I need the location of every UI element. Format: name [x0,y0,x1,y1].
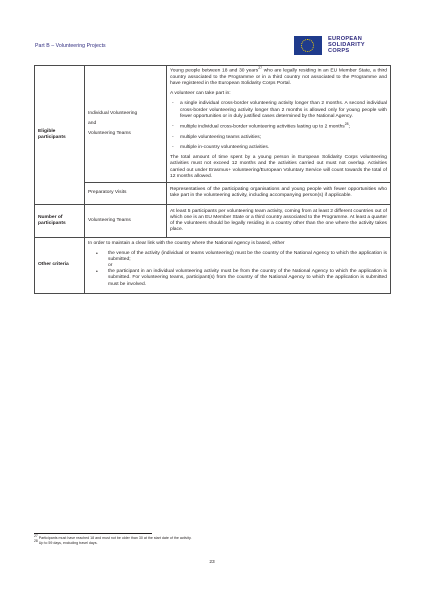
list-item: • the participant in an individual volunteering activity must be from the country of the National Agency to which the application is submitted. For volunteering teams, participant(s) from the country of the National Agency to which the application is submitted must be involved. [96,269,387,287]
footnote-28: $^{28}$ Up to 59 days, excluding travel days. [34,539,98,546]
footnotes [34,536,192,546]
subcat-teams: Volunteering Teams [88,131,131,137]
number-text: At least 5 participants per volunteering team activity, coming from at least 2 different countries out of which one is an EU Member State or a third country associated to the Programme. At least a quarter of the volunteers should be legally residing in a country other than the one where the activity takes place. [167,204,391,238]
table-row [35,183,391,204]
table-row [35,238,391,293]
subcat-individual: Individual Volunteering [88,110,138,116]
eu-flag-icon [294,36,322,55]
logo-line-2: SOLIDARITY [328,42,365,48]
criteria-table [34,65,391,294]
row-label-other: Other criteria [35,238,85,293]
subcat-and: and [88,120,97,126]
other-bullets-2 [88,269,387,288]
footnote-27: $^{27}$ Participants must have reached 18 and must not be older than 30 at the start date of the activity. [34,534,192,541]
other-or: or [108,262,113,268]
list-item: - multiple individual cross-border volunteering activities lasting up to 2 months$^{28}$; [172,122,350,130]
logo-line-1: EUROPEAN [328,36,363,42]
logo-line-3: CORPS [328,48,350,54]
page-number: 23 [209,560,215,565]
other-intro: In order to maintain a clear link with the country where the National Agency is based, either [88,241,285,247]
subcat-prep-visits: Preparatory Visits [85,183,167,204]
other-bullets [88,251,387,263]
footnote-divider [34,533,152,534]
eligible-individual-text [167,66,391,183]
list-item: - multiple volunteering teams activities; [172,134,262,140]
table-row [35,66,391,183]
row-label-number: Number of participants [35,204,85,238]
subcat-individual-teams [85,66,167,183]
running-header: Part B – Volunteering Projects [35,43,106,49]
row-label-eligible: Eligible participants [35,66,85,205]
eligible-para-2: A volunteer can take part in: [170,91,231,97]
eligible-para-3: The total amount of time spent by a young person in European Solidarity Corps volunteering activities must not exceed 12 months and the activities carried out must not overlap. Activities carried out under Erasmus+ volunteering/European Voluntary Service will count towards the total of 12 months allowed. [170,155,387,179]
prep-visits-text: Representatives of the participating organisations and young people with fewer opportunities who take part in the volunteering activity, including accompanying person(s) if applicable. [167,183,391,204]
other-criteria-text [85,238,391,293]
eligible-bullets [170,101,387,151]
eligible-para-1: Young people between 18 and 30 years$^{27}$ who are legally residing in an EU Member State, a third country associated to the Programme or in a third country not associated to the Programme and have registered in the European Solidarity Corps Portal. [170,66,387,87]
table-row [35,204,391,238]
list-item: • the venue of the activity (individual or teams volunteering) must be the country of the National Agency to which the application is submitted; [96,250,387,262]
list-item: - a single individual cross-border volunteering activity longer than 2 months. A second individual cross-border volunteering activity longer than 2 months is allowed only for young people with fewer opportunities or in duly justified cases determined by the National Agency. [172,101,387,119]
subcat-volunteering-teams: Volunteering Teams [85,204,167,238]
esc-logo [294,33,378,57]
list-item: - multiple in-country volunteering activities. [172,145,270,151]
